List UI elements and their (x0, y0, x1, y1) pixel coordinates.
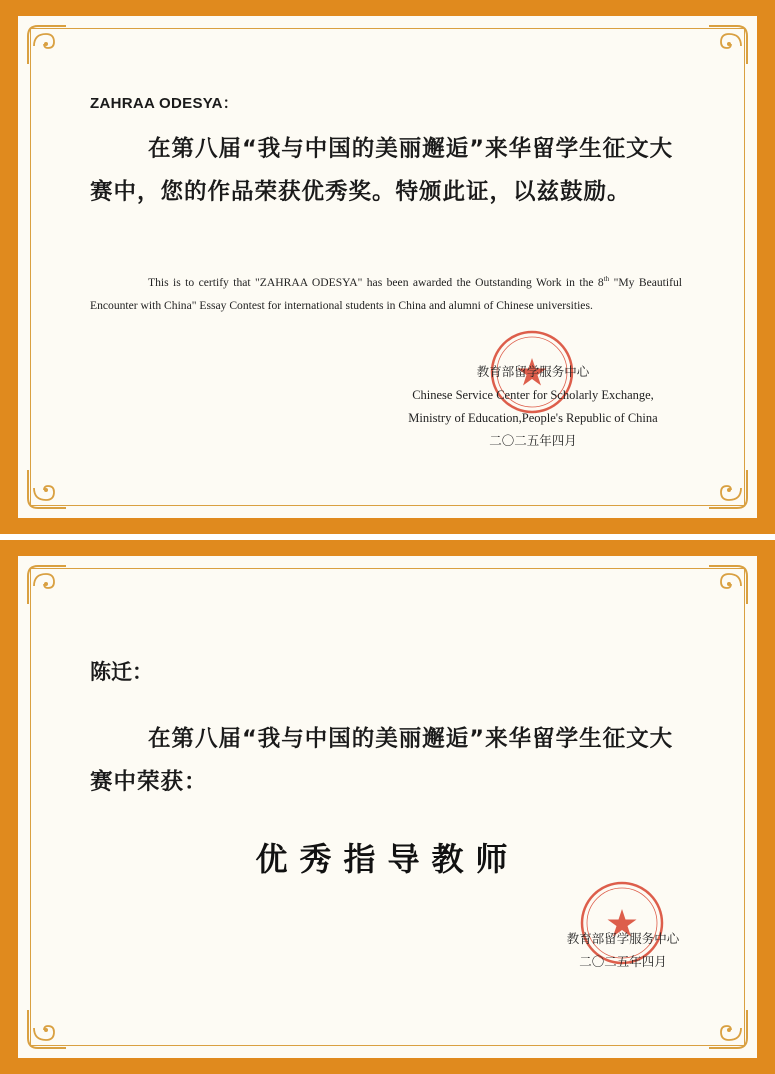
award-title: 优秀指导教师 (255, 840, 520, 878)
issuer-name-english-line-2: Ministry of Education,People's Republic of China (408, 411, 658, 425)
corner-ornament-icon (705, 1006, 751, 1052)
certificate-outstanding-work (0, 0, 775, 534)
certificate-paper (18, 556, 757, 1058)
corner-ornament-icon (24, 562, 70, 608)
corner-ornament-icon (705, 22, 751, 68)
recipient-name: ZAHRAA ODESYA： (90, 95, 239, 112)
recipient-name: 陈迁： (90, 660, 153, 684)
issuer-name-chinese: 教育部留学服务中心 (476, 365, 590, 379)
body-english-part-2: "My Beautiful Encounter with China" Essay Contest for international students in China and alumni of Chinese universities. (90, 275, 682, 312)
corner-ornament-icon (24, 466, 70, 512)
certificate-paper (18, 16, 757, 518)
issuer-name-chinese: 教育部留学服务中心 (566, 932, 680, 946)
corner-ornament-icon (24, 1006, 70, 1052)
ordinal-suffix: th (603, 275, 610, 283)
issuer-signature-block (528, 928, 718, 974)
body-english-part-1: This is to certify that "ZAHRAA ODESYA" has been awarded the Outstanding Work in the 8 (148, 275, 604, 289)
certificate-body-chinese: 在第八届“我与中国的美丽邂逅”来华留学生征文大赛中，您的作品荣获优秀奖。特颁此证，以兹鼓励。 (90, 136, 674, 205)
certificate-outstanding-instructor (0, 540, 775, 1074)
corner-ornament-icon (705, 562, 751, 608)
corner-ornament-icon (705, 466, 751, 512)
certificate-body-chinese: 在第八届“我与中国的美丽邂逅”来华留学生征文大赛中荣获： (90, 726, 674, 795)
issuer-name-english-line-1: Chinese Service Center for Scholarly Exchange, (412, 388, 654, 402)
certificate-body-english (90, 268, 682, 317)
issue-date: 二〇二五年四月 (489, 434, 577, 448)
issue-date: 二〇二五年四月 (579, 955, 667, 969)
issuer-signature-block (368, 361, 698, 453)
certificate-frame (30, 568, 745, 1046)
corner-ornament-icon (24, 22, 70, 68)
